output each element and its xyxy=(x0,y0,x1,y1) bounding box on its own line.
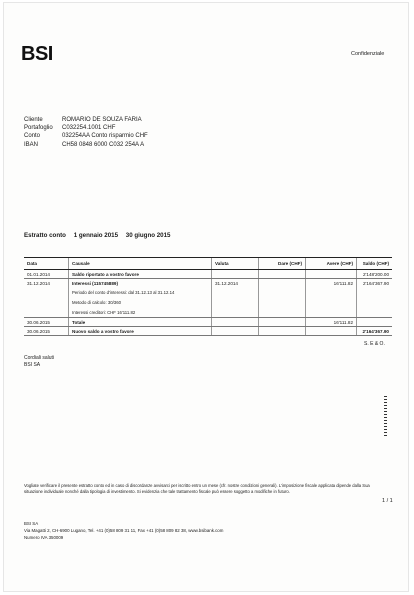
row-saldo xyxy=(357,318,393,327)
page-number: 1 / 1 xyxy=(382,498,393,504)
row-avere xyxy=(306,327,357,336)
row-saldo: 2'148'200.00 xyxy=(357,270,393,279)
table-row xyxy=(24,307,392,318)
col-saldo: Saldo (CHF) xyxy=(357,258,393,270)
row-desc: Metodo di calcolo: 30/360 xyxy=(69,297,212,307)
row-valuta: 31.12.2014 xyxy=(212,279,259,288)
table-row-total xyxy=(24,318,392,327)
row-avere: 16'111.82 xyxy=(306,318,357,327)
row-dare xyxy=(259,270,306,279)
row-saldo: 2'164'367.90 xyxy=(357,327,393,336)
row-date: 01.01.2014 xyxy=(24,270,69,279)
col-valuta: Valuta xyxy=(212,258,259,270)
statement-table xyxy=(24,257,392,336)
row-saldo xyxy=(357,307,393,318)
margin-code-mark xyxy=(384,396,387,436)
closing-company: BSI SA xyxy=(24,362,41,368)
table-row xyxy=(24,297,392,307)
closing-greeting: Cordiali saluti xyxy=(24,355,55,361)
row-valuta xyxy=(212,287,259,297)
closing xyxy=(24,355,54,369)
row-valuta xyxy=(212,327,259,336)
row-dare xyxy=(259,287,306,297)
statement-to: 30 giugno 2015 xyxy=(125,232,171,239)
iban-label: IBAN xyxy=(24,141,39,148)
row-date xyxy=(24,287,69,297)
table-header-row xyxy=(24,258,392,270)
account-row xyxy=(24,132,148,140)
client-info xyxy=(24,116,148,149)
footer-address: Via Magatti 2, CH-6900 Lugano, Tel. +41 (0)58 809 31 11, Fax +41 (0)58 809 82 38, www.bsibank.com xyxy=(24,528,224,534)
statement-title xyxy=(24,232,177,239)
row-valuta xyxy=(212,307,259,318)
account-label: Conto xyxy=(24,133,41,140)
row-saldo xyxy=(357,287,393,297)
row-date: 30.06.2015 xyxy=(24,318,69,327)
row-desc: Interessi creditori: CHF 16'111.82 xyxy=(69,307,212,318)
footer-company: BSI SA xyxy=(24,521,39,526)
table-row xyxy=(24,270,392,279)
statement-page xyxy=(4,3,408,591)
row-dare xyxy=(259,297,306,307)
client-row xyxy=(24,116,148,124)
row-desc: Periodo del conto d'interessi: dal 31.12.13 al 31.12.14 xyxy=(69,287,212,297)
portfolio-label: Portafoglio xyxy=(24,125,53,132)
portfolio-value: C032254.1001 CHF xyxy=(62,125,116,132)
row-date: 30.06.2015 xyxy=(24,327,69,336)
statement-title-text: Estratto conto xyxy=(24,232,66,239)
footer xyxy=(24,520,223,542)
row-desc: Totale xyxy=(69,318,212,327)
row-desc: Nuovo saldo a vostro favore xyxy=(69,327,212,336)
table-row xyxy=(24,279,392,288)
table-row xyxy=(24,287,392,297)
portfolio-row xyxy=(24,124,148,132)
row-saldo xyxy=(357,297,393,307)
row-valuta xyxy=(212,297,259,307)
row-valuta xyxy=(212,318,259,327)
footer-vat: Numero IVA 350009 xyxy=(24,535,64,541)
bsi-logo: BSI xyxy=(21,43,53,65)
row-dare xyxy=(259,279,306,288)
row-dare xyxy=(259,327,306,336)
row-desc: Interessi (115745889) xyxy=(69,279,212,288)
sea-note: S. E & O. xyxy=(364,341,385,347)
row-dare xyxy=(259,307,306,318)
disclaimer: Vogliate verificare il presente estratto conto ed in caso di discordanze avvisarci per iscritto entro un mese (cfr. nostre condizioni generali). L'imposizione fiscale applicata dipende dalla Sua situazione individuale nonché dalla tipologia di investimento. Si evidenzia che tale trattamento fiscale può essere soggetto a modifiche in futuro. xyxy=(24,483,370,495)
col-avere: Avere (CHF) xyxy=(306,258,357,270)
client-value: ROMARIO DE SOUZA FARIA xyxy=(62,117,142,123)
table-row-new-balance xyxy=(24,327,392,336)
client-label: Cliente xyxy=(24,117,43,123)
row-date: 31.12.2014 xyxy=(27,280,50,286)
account-value: 032254AA Conto risparmio CHF xyxy=(62,133,148,140)
row-avere: 16'111.82 xyxy=(306,279,357,288)
row-avere xyxy=(306,287,357,297)
row-dare xyxy=(259,318,306,327)
row-avere xyxy=(306,270,357,279)
row-valuta xyxy=(212,270,259,279)
row-date xyxy=(24,297,69,307)
col-description: Causale xyxy=(69,258,212,270)
iban-value: CH58 0848 6000 C032 254A A xyxy=(62,141,145,148)
row-avere xyxy=(306,307,357,318)
row-avere xyxy=(306,297,357,307)
statement-from: 1 gennaio 2015 xyxy=(73,232,119,239)
row-saldo: 2'164'367.90 xyxy=(357,279,393,288)
iban-row xyxy=(24,141,148,149)
row-date xyxy=(24,307,69,318)
col-date: Data xyxy=(24,258,69,270)
row-desc: Saldo riportato a vostro favore xyxy=(69,270,212,279)
col-dare: Dare (CHF) xyxy=(259,258,306,270)
confidential-label: Confidenziale xyxy=(351,51,385,57)
